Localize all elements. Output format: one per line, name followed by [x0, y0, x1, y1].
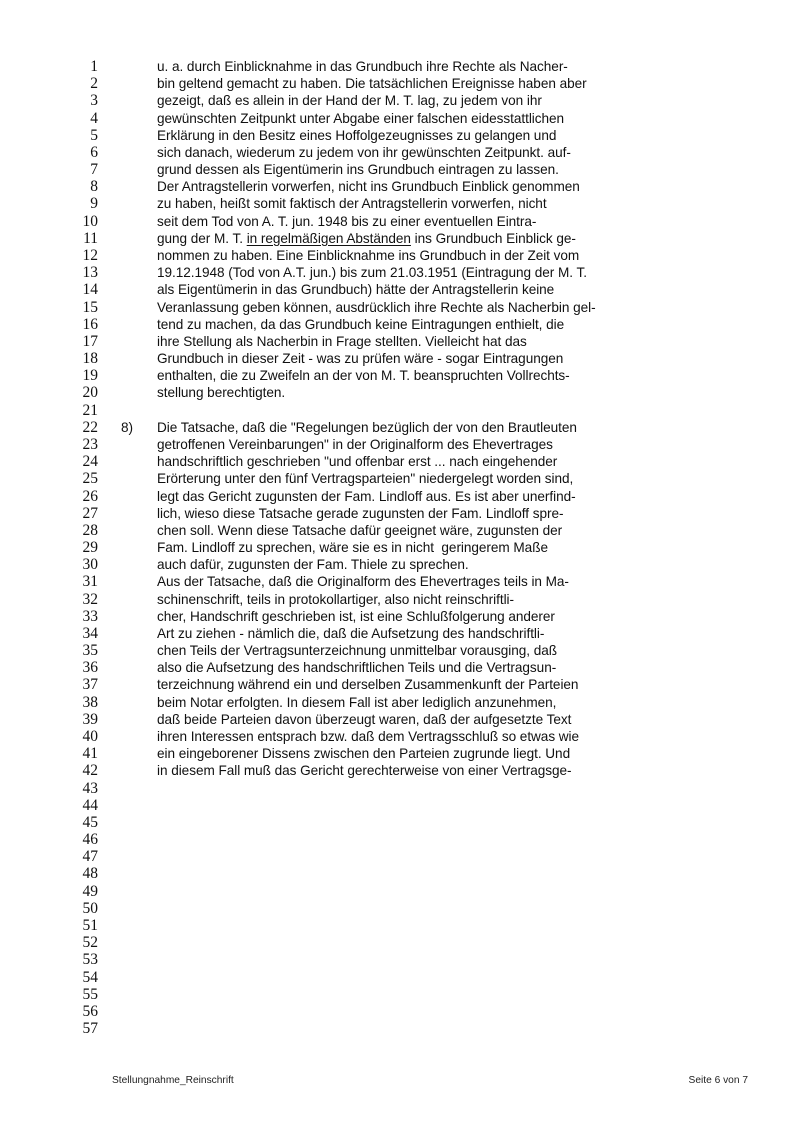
document-line — [0, 694, 806, 711]
document-line — [0, 951, 806, 968]
line-number: 34 — [82, 624, 98, 642]
line-text: seit dem Tod von A. T. jun. 1948 bis zu einer eventuellen Eintra- — [157, 213, 537, 229]
document-line — [0, 402, 806, 419]
line-text: also die Aufsetzung des handschriftlichen Teils und die Vertragsun- — [157, 660, 557, 676]
line-number: 51 — [82, 917, 98, 934]
document-line — [0, 1003, 806, 1020]
line-text: als Eigentümerin in das Grundbuch) hätte der Antragstellerin keine — [157, 282, 555, 298]
line-number: 45 — [82, 813, 98, 831]
line-number: 38 — [82, 693, 98, 711]
line-number: 54 — [82, 968, 98, 986]
line-number: 56 — [82, 1002, 98, 1020]
line-number: 20 — [82, 384, 98, 402]
document-line — [0, 367, 806, 384]
document-line — [0, 1020, 806, 1037]
line-number: 15 — [82, 298, 98, 316]
document-line — [0, 195, 806, 212]
line-number: 35 — [82, 642, 98, 660]
document-line — [0, 625, 806, 642]
line-text: Der Antragstellerin vorwerfen, nicht ins Grundbuch Einblick genommen — [157, 179, 580, 195]
line-number: 4 — [90, 109, 98, 127]
line-number: 33 — [82, 607, 98, 625]
line-number: 44 — [82, 796, 98, 814]
document-line — [0, 178, 806, 195]
document-line — [0, 608, 806, 625]
line-text: chen Teils der Vertragsunterzeichnung unmittelbar vorausging, daß — [157, 643, 558, 659]
line-text: ihren Interessen entsprach bzw. daß dem Vertragsschluß so etwas wie — [157, 729, 580, 745]
document-line — [0, 213, 806, 230]
line-text-segment: gung der M. T. — [157, 230, 247, 246]
line-number: 2 — [90, 75, 98, 93]
line-text: stellung berechtigten. — [157, 385, 286, 401]
line-text: Die Tatsache, daß die "Regelungen bezüglich der von den Brautleuten — [157, 419, 577, 435]
line-text: lich, wieso diese Tatsache gerade zugunsten der Fam. Lindloff spre- — [157, 505, 564, 521]
document-line — [0, 711, 806, 728]
line-text: enthalten, die zu Zweifeln an der von M. T. beanspruchten Vollrechts- — [157, 368, 570, 384]
document-line — [0, 58, 806, 75]
document-line — [0, 470, 806, 487]
document-line — [0, 676, 806, 693]
document-line — [0, 900, 806, 917]
line-number: 47 — [82, 848, 98, 866]
line-number: 12 — [82, 246, 98, 264]
line-text: auch dafür, zugunsten der Fam. Thiele zu sprechen. — [157, 557, 469, 573]
line-number: 7 — [90, 161, 98, 179]
document-line — [0, 316, 806, 333]
line-number: 22 — [82, 418, 98, 436]
line-text: handschriftlich geschrieben "und offenbar erst ... nach eingehender — [157, 454, 558, 470]
document-line — [0, 969, 806, 986]
line-number: 48 — [82, 865, 98, 883]
line-number: 39 — [82, 710, 98, 728]
document-line — [0, 556, 806, 573]
line-number: 36 — [82, 659, 98, 677]
line-text: bin geltend gemacht zu haben. Die tatsächlichen Ereignisse haben aber — [157, 76, 587, 92]
document-line — [0, 865, 806, 882]
footer-page-number: Seite 6 von 7 — [688, 1075, 748, 1086]
document-line — [0, 247, 806, 264]
document-line — [0, 642, 806, 659]
line-text: Veranlassung geben können, ausdrücklich ihre Rechte als Nacherbin gel- — [157, 299, 596, 315]
document-line — [0, 797, 806, 814]
line-text: cher, Handschrift geschrieben ist, ist eine Schlußfolgerung anderer — [157, 608, 555, 624]
line-number: 49 — [82, 882, 98, 900]
line-text: zu haben, heißt somit faktisch der Antragstellerin vorwerfen, nicht — [157, 196, 547, 212]
document-line — [0, 591, 806, 608]
line-number: 16 — [82, 315, 98, 333]
line-text: in diesem Fall muß das Gericht gerechterweise von einer Vertragsge- — [157, 763, 572, 779]
line-number: 6 — [90, 143, 98, 161]
document-line — [0, 762, 806, 779]
line-text: u. a. durch Einblicknahme in das Grundbuch ihre Rechte als Nacher- — [157, 59, 568, 74]
line-number: 11 — [83, 229, 98, 247]
document-line — [0, 110, 806, 127]
line-number: 14 — [82, 281, 98, 299]
line-text: Grundbuch in dieser Zeit - was zu prüfen wäre - sogar Eintragungen — [157, 351, 564, 367]
line-number: 31 — [82, 573, 98, 591]
document-line — [0, 848, 806, 865]
document-line — [0, 299, 806, 316]
line-number: 40 — [82, 728, 98, 746]
document-line — [0, 659, 806, 676]
underlined-emphasis: in regelmäßigen Abständen — [246, 230, 411, 246]
line-text: getroffenen Vereinbarungen" in der Originalform des Ehevertrages — [157, 436, 553, 452]
document-line — [0, 831, 806, 848]
line-number: 53 — [82, 951, 98, 969]
line-number: 37 — [82, 676, 98, 694]
document-line — [0, 92, 806, 109]
document-line — [0, 814, 806, 831]
document-line — [0, 333, 806, 350]
line-number: 29 — [82, 539, 98, 557]
line-number: 23 — [82, 435, 98, 453]
line-text-segment: ins Grundbuch Einblick ge- — [410, 230, 576, 246]
line-number: 5 — [90, 126, 98, 144]
line-number: 19 — [82, 367, 98, 385]
document-line — [0, 75, 806, 92]
line-number: 1 — [90, 58, 98, 75]
line-number: 10 — [82, 212, 98, 230]
line-number: 57 — [82, 1020, 98, 1038]
line-text: gezeigt, daß es allein in der Hand der M. T. lag, zu jedem von ihr — [157, 93, 542, 109]
line-text: Art zu ziehen - nämlich die, daß die Aufsetzung des handschriftli- — [157, 625, 545, 641]
list-marker: 8) — [121, 419, 134, 435]
document-line — [0, 230, 806, 247]
line-number: 8 — [90, 178, 98, 196]
line-text: terzeichnung während ein und derselben Zusammenkunft der Parteien — [157, 677, 579, 693]
line-text: Erklärung in den Besitz eines Hoffolgezeugnisses zu gelangen und — [157, 127, 557, 143]
document-line — [0, 505, 806, 522]
line-text — [157, 230, 576, 247]
footer-filename: Stellungnahme_Reinschrift — [112, 1075, 234, 1086]
line-number: 3 — [90, 92, 98, 110]
line-number: 55 — [82, 985, 98, 1003]
line-text: Fam. Lindloff zu sprechen, wäre sie es in nicht geringerem Maße — [157, 540, 548, 556]
line-number: 43 — [82, 779, 98, 797]
document-line — [0, 728, 806, 745]
line-number: 50 — [82, 899, 98, 917]
line-text: ein eingeborener Dissens zwischen den Parteien zugrunde liegt. Und — [157, 746, 571, 762]
line-text: sich danach, wiederum zu jedem von ihr gewünschten Zeitpunkt. auf- — [157, 144, 571, 160]
line-number: 21 — [82, 401, 98, 419]
document-line — [0, 522, 806, 539]
line-text: 19.12.1948 (Tod von A.T. jun.) bis zum 21.03.1951 (Eintragung der M. T. — [157, 265, 587, 281]
line-number: 26 — [82, 487, 98, 505]
line-number: 25 — [82, 470, 98, 488]
line-text: schinenschrift, teils in protokollartiger, also nicht reinschriftli- — [157, 591, 514, 607]
document-line — [0, 780, 806, 797]
document-line — [0, 419, 806, 436]
document-line — [0, 264, 806, 281]
document-line — [0, 350, 806, 367]
line-number: 18 — [82, 350, 98, 368]
document-line — [0, 161, 806, 178]
line-number: 32 — [82, 590, 98, 608]
document-line — [0, 488, 806, 505]
line-number: 42 — [82, 762, 98, 780]
line-text: daß beide Parteien davon überzeugt waren, daß der aufgesetzte Text — [157, 711, 572, 727]
line-text: nommen zu haben. Eine Einblicknahme ins Grundbuch in der Zeit vom — [157, 247, 580, 263]
line-number: 13 — [82, 264, 98, 282]
document-line — [0, 539, 806, 556]
line-text: gewünschten Zeitpunkt unter Abgabe einer falschen eidesstattlichen — [157, 110, 565, 126]
document-line — [0, 745, 806, 762]
document-line — [0, 917, 806, 934]
line-text: chen soll. Wenn diese Tatsache dafür geeignet wäre, zugunsten der — [157, 522, 563, 538]
line-number: 27 — [82, 504, 98, 522]
document-line — [0, 436, 806, 453]
document-line — [0, 127, 806, 144]
line-number: 30 — [82, 556, 98, 574]
line-number: 46 — [82, 831, 98, 849]
line-text: Aus der Tatsache, daß die Originalform des Ehevertrages teils in Ma- — [157, 574, 569, 590]
line-number: 24 — [82, 453, 98, 471]
document-line — [0, 986, 806, 1003]
document-line — [0, 883, 806, 900]
line-text: Erörterung unter den fünf Vertragsparteien" niedergelegt worden sind, — [157, 471, 574, 487]
line-text: grund dessen als Eigentümerin ins Grundbuch eintragen zu lassen. — [157, 162, 559, 178]
document-line — [0, 144, 806, 161]
line-number: 41 — [82, 745, 98, 763]
line-number: 28 — [82, 521, 98, 539]
line-number: 17 — [82, 332, 98, 350]
line-text: tend zu machen, da das Grundbuch keine Eintragungen enthielt, die — [157, 316, 565, 332]
line-text: ihre Stellung als Nacherbin in Frage stellten. Vielleicht hat das — [157, 333, 527, 349]
line-number: 52 — [82, 934, 98, 952]
document-line — [0, 453, 806, 470]
line-number: 9 — [90, 195, 98, 213]
line-text: beim Notar erfolgten. In diesem Fall ist aber lediglich anzunehmen, — [157, 694, 557, 710]
document-line — [0, 281, 806, 298]
document-line — [0, 934, 806, 951]
document-line — [0, 573, 806, 590]
line-text: legt das Gericht zugunsten der Fam. Lindloff aus. Es ist aber unerfind- — [157, 488, 576, 504]
document-line — [0, 384, 806, 401]
